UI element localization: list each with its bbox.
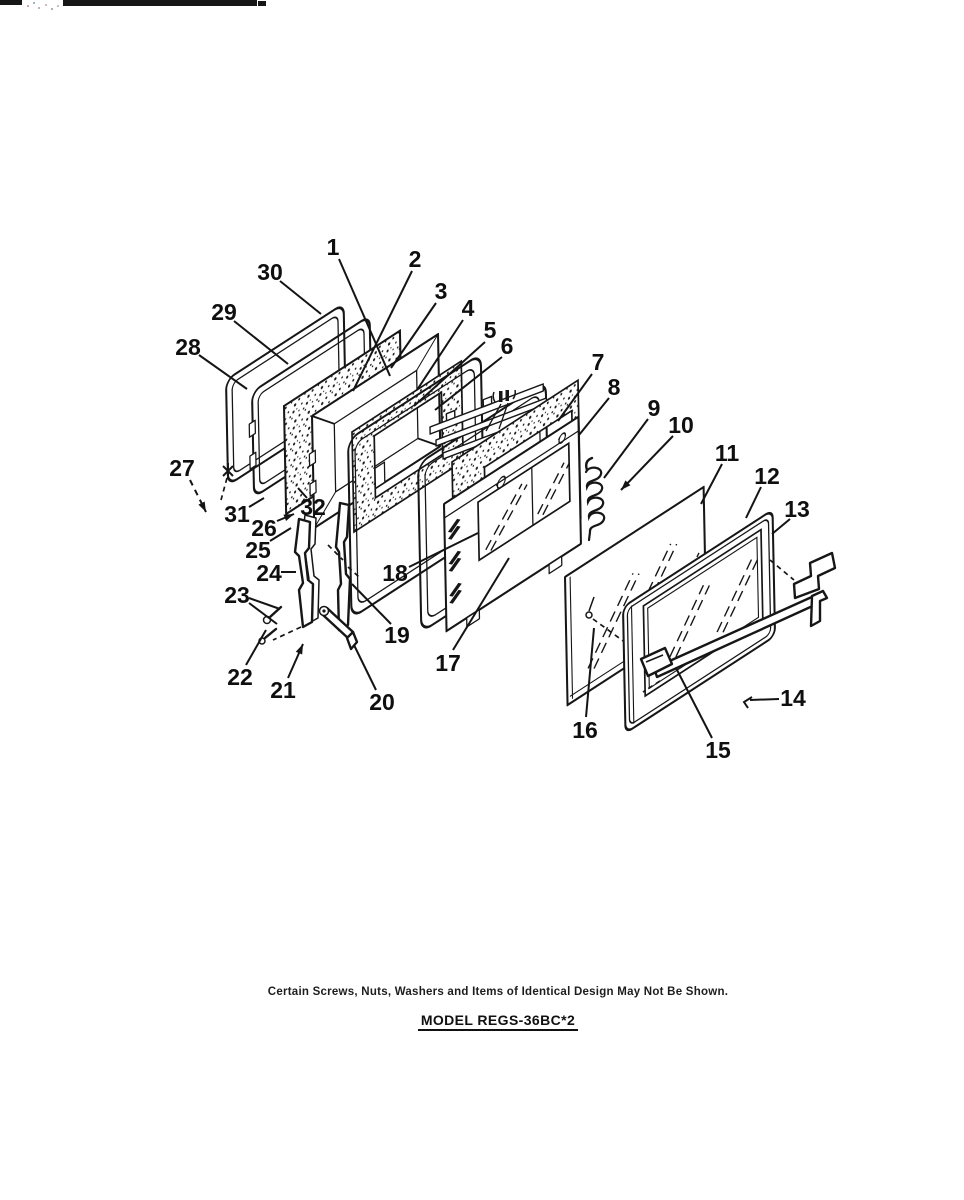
callout-30-leader [280, 281, 321, 314]
callout-15: 15 [705, 737, 731, 763]
callout-7: 7 [591, 349, 605, 375]
callout-8: 8 [607, 374, 621, 400]
callout-1: 1 [326, 234, 340, 260]
callout-23: 23 [224, 582, 250, 608]
callout-25: 25 [245, 537, 271, 563]
callout-29: 29 [211, 299, 237, 325]
callout-26: 26 [251, 515, 277, 541]
callout-13: 13 [784, 496, 810, 522]
model-number: MODEL REGS-36BC*2 [16, 1012, 964, 1028]
callout-5: 5 [483, 317, 497, 343]
scan-artifacts [0, 0, 266, 10]
handle-end-hook [811, 591, 827, 626]
callout-31-leader [249, 498, 264, 507]
callout-17: 17 [435, 650, 461, 676]
callout-10: 10 [668, 412, 694, 438]
handle-bracket [794, 553, 835, 598]
callout-12: 12 [754, 463, 780, 489]
callout-14: 14 [780, 685, 806, 711]
callout-28: 28 [175, 334, 201, 360]
callout-14-arrow-tick [744, 697, 752, 708]
callout-20-leader [354, 645, 376, 690]
callout-30: 30 [257, 259, 283, 285]
callout-19: 19 [384, 622, 410, 648]
callout-3: 3 [434, 278, 448, 304]
callout-26-arrowhead [283, 514, 294, 521]
callout-8-leader [579, 398, 609, 435]
coil-spring [586, 458, 604, 540]
callout-20: 20 [369, 689, 395, 715]
callout-6: 6 [500, 333, 514, 359]
callout-27: 27 [169, 455, 195, 481]
callout-21: 21 [270, 677, 296, 703]
callout-24: 24 [256, 560, 282, 586]
callout-21-arrowhead [296, 644, 303, 655]
callout-32: 32 [300, 494, 326, 520]
footnote: Certain Screws, Nuts, Washers and Items of Identical Design May Not Be Shown. [267, 986, 729, 998]
callout-27-arrowhead [198, 501, 206, 512]
callout-19-leader [352, 584, 391, 624]
callout-12-leader [746, 487, 761, 518]
callout-4: 4 [461, 295, 475, 321]
callout-11-leader [701, 464, 722, 504]
hinge-slide [336, 503, 350, 630]
callout-16: 16 [572, 717, 598, 743]
callout-9: 9 [647, 395, 661, 421]
callout-14-leader [750, 699, 779, 700]
callout-18: 18 [382, 560, 408, 586]
callout-22: 22 [227, 664, 253, 690]
callout-22-leader [246, 630, 266, 665]
callout-31: 31 [224, 501, 250, 527]
callout-11: 11 [714, 440, 740, 466]
callout-2: 2 [408, 246, 422, 272]
